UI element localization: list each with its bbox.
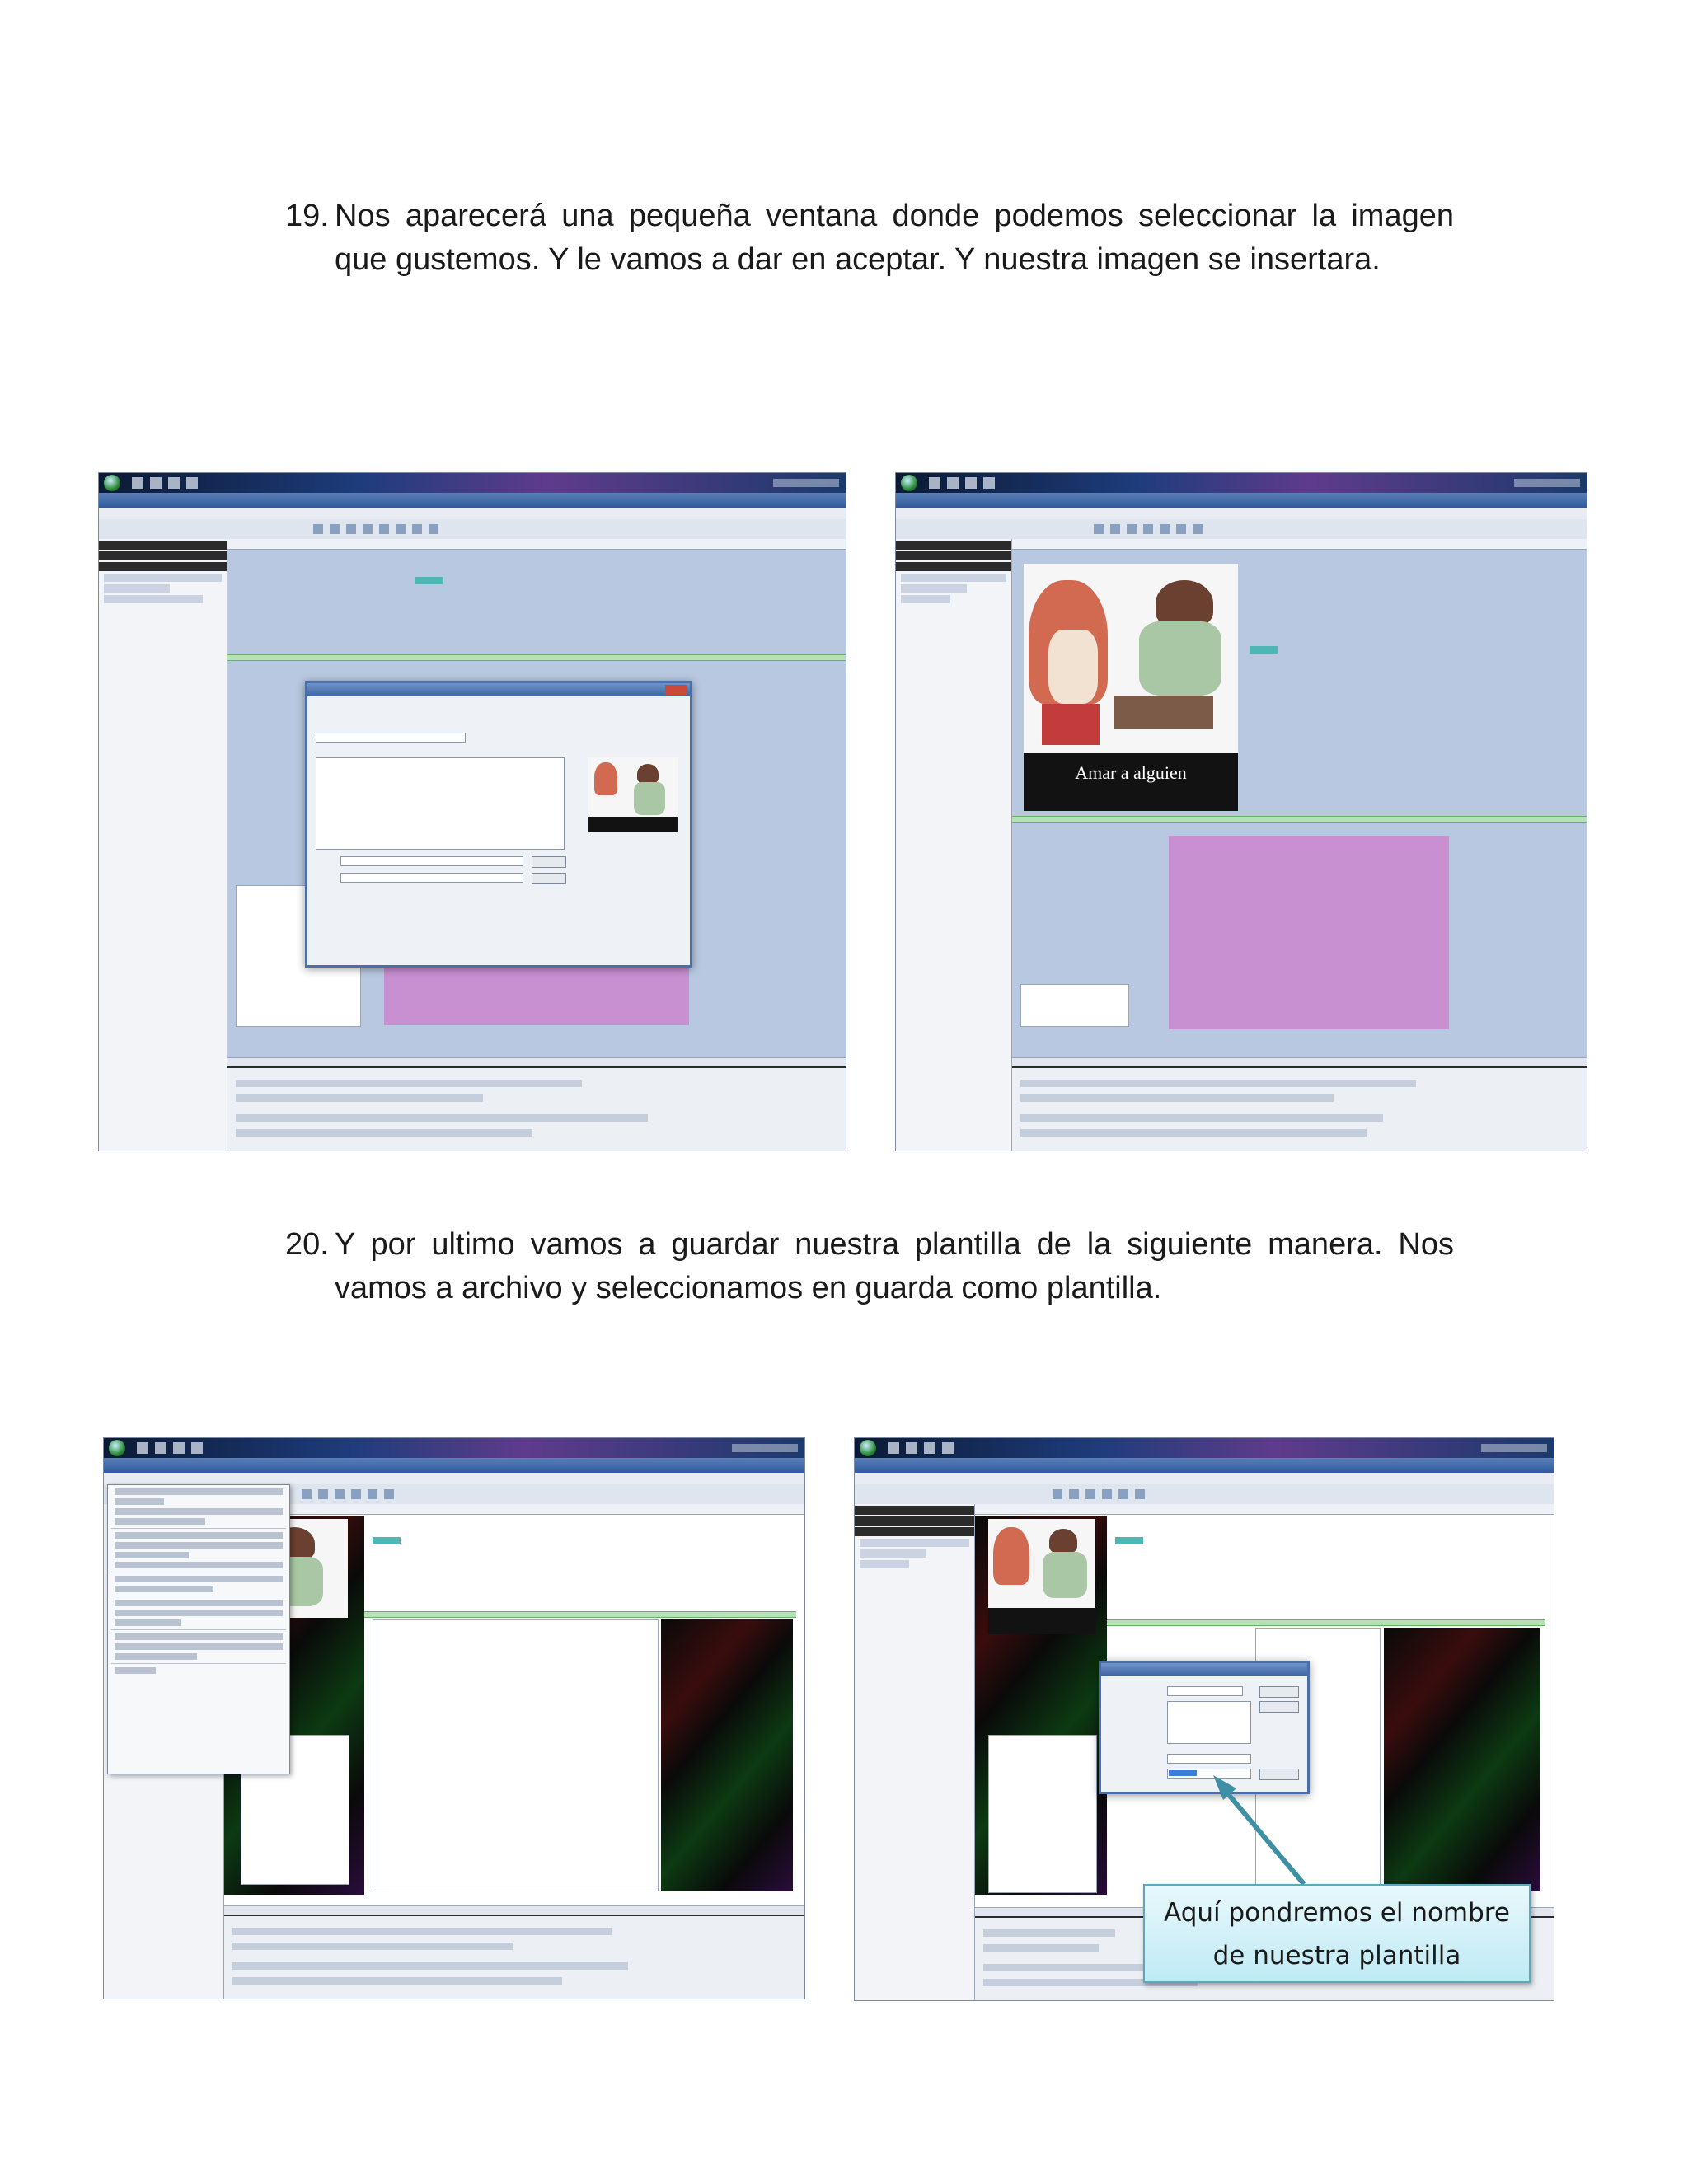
step-number: 19. <box>285 199 329 233</box>
image-caption-text: Amar a alguien <box>1075 762 1187 783</box>
step-text: Nos aparecerá una pequeña ventana donde podemos seleccionar la imagen que gustemos. Y le vamos a dar en aceptar. Y nuestra imagen se insertara. <box>335 199 1454 277</box>
callout-line-1: Aquí pondremos el nombre <box>1164 1898 1510 1928</box>
step-number: 20. <box>285 1227 329 1262</box>
callout-line-2: de nuestra plantilla <box>1212 1941 1461 1971</box>
callout-box <box>1143 1884 1531 1983</box>
step-text: Y por ultimo vamos a guardar nuestra plantilla de la siguiente manera. Nos vamos a archivo y seleccionamos en guarda como plantilla. <box>335 1227 1454 1305</box>
